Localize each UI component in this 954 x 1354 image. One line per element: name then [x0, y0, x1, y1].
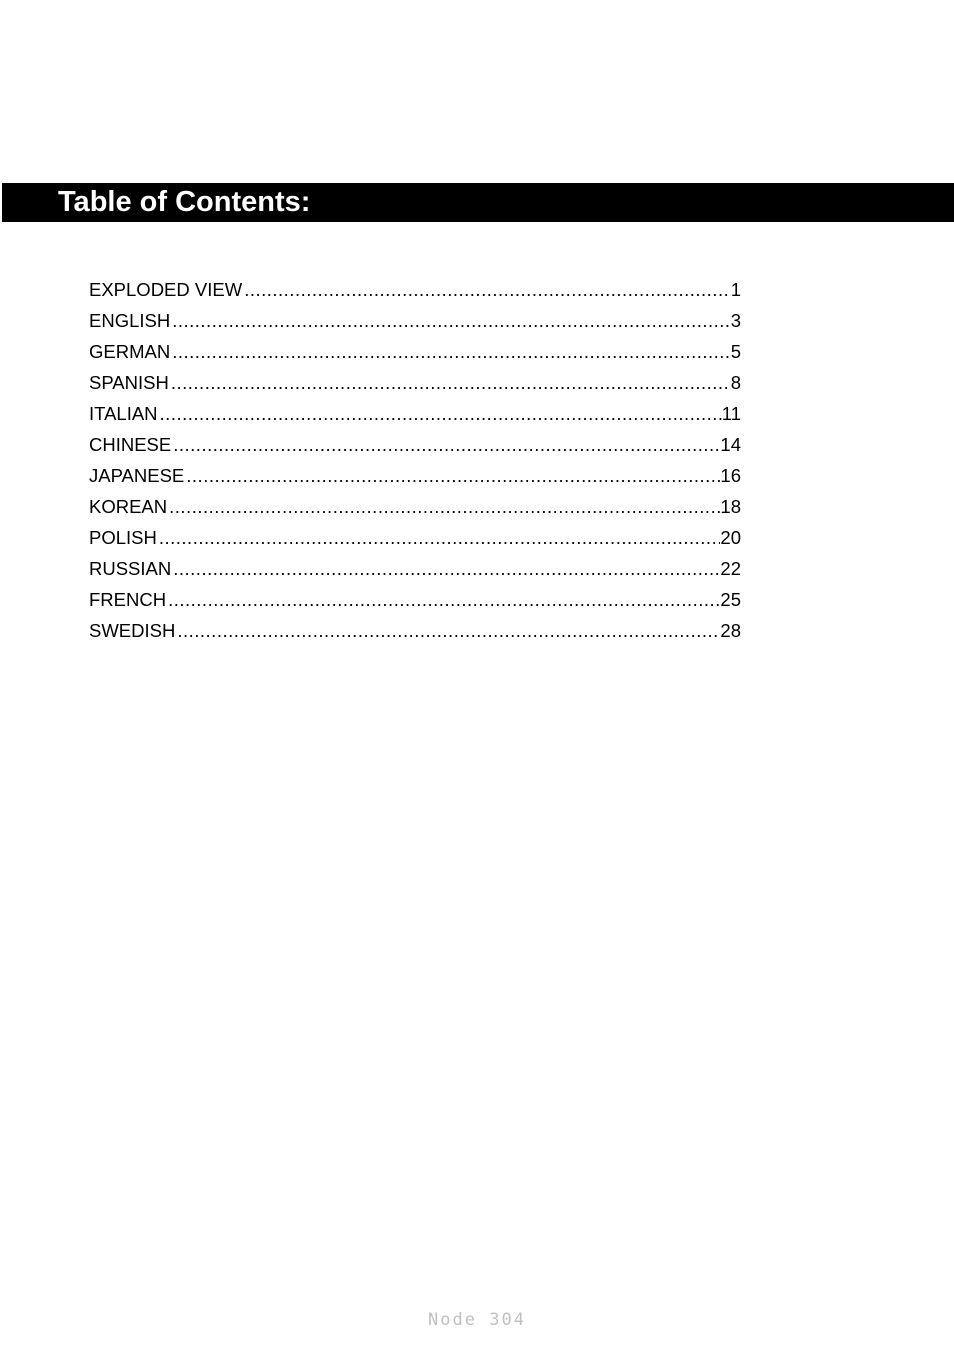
toc-entry-english[interactable]	[89, 309, 741, 340]
toc-entry-russian[interactable]	[89, 557, 741, 588]
toc-entry-label: EXPLODED VIEW	[89, 279, 243, 300]
toc-dot-leader	[166, 588, 720, 612]
toc-dot-leader	[158, 402, 722, 426]
toc-entry-label: JAPANESE	[89, 465, 185, 486]
toc-entry-label: ENGLISH	[89, 310, 171, 331]
toc-dot-leader	[175, 619, 720, 643]
toc-entry-label: CHINESE	[89, 434, 172, 455]
toc-entry-label: SPANISH	[89, 372, 169, 393]
toc-entry-page: 11	[721, 403, 741, 424]
toc-entry-page: 28	[720, 620, 741, 641]
toc-entry-page: 22	[720, 558, 741, 579]
toc-entry-korean[interactable]	[89, 495, 741, 526]
toc-entry-page: 3	[730, 310, 741, 331]
page-title: Table of Contents:	[58, 186, 311, 218]
toc-entry-page: 18	[720, 496, 741, 517]
toc-entry-page: 25	[720, 589, 741, 610]
toc-entry-label: GERMAN	[89, 341, 171, 362]
toc-entry-swedish[interactable]	[89, 619, 741, 650]
toc-entry-page: 1	[730, 279, 741, 300]
toc-entry-label: ITALIAN	[89, 403, 158, 424]
toc-entry-page: 14	[720, 434, 741, 455]
toc-list	[89, 278, 741, 650]
toc-entry-page: 8	[730, 372, 741, 393]
toc-dot-leader	[170, 309, 730, 333]
toc-entry-label: POLISH	[89, 527, 157, 548]
toc-entry-label: RUSSIAN	[89, 558, 172, 579]
toc-dot-leader	[167, 495, 720, 519]
toc-dot-leader	[184, 464, 720, 488]
toc-entry-french[interactable]	[89, 588, 741, 619]
toc-dot-leader	[157, 526, 721, 550]
toc-entry-page: 16	[720, 465, 741, 486]
toc-entry-page: 5	[730, 341, 741, 362]
toc-dot-leader	[170, 340, 731, 364]
toc-dot-leader	[169, 371, 731, 395]
toc-entry-italian[interactable]	[89, 402, 741, 433]
toc-entry-german[interactable]	[89, 340, 741, 371]
toc-entry-polish[interactable]	[89, 526, 741, 557]
toc-dot-leader	[171, 557, 720, 581]
toc-entry-spanish[interactable]	[89, 371, 741, 402]
toc-header-bar	[2, 183, 954, 222]
toc-entry-exploded-view[interactable]	[89, 278, 741, 309]
toc-entry-label: KOREAN	[89, 496, 168, 517]
toc-dot-leader	[171, 433, 720, 457]
toc-entry-label: FRENCH	[89, 589, 167, 610]
toc-entry-page: 20	[720, 527, 741, 548]
toc-entry-chinese[interactable]	[89, 433, 741, 464]
page-footer: Node 304	[428, 1310, 526, 1330]
toc-dot-leader	[242, 278, 731, 302]
toc-entry-label: SWEDISH	[89, 620, 176, 641]
toc-entry-japanese[interactable]	[89, 464, 741, 495]
